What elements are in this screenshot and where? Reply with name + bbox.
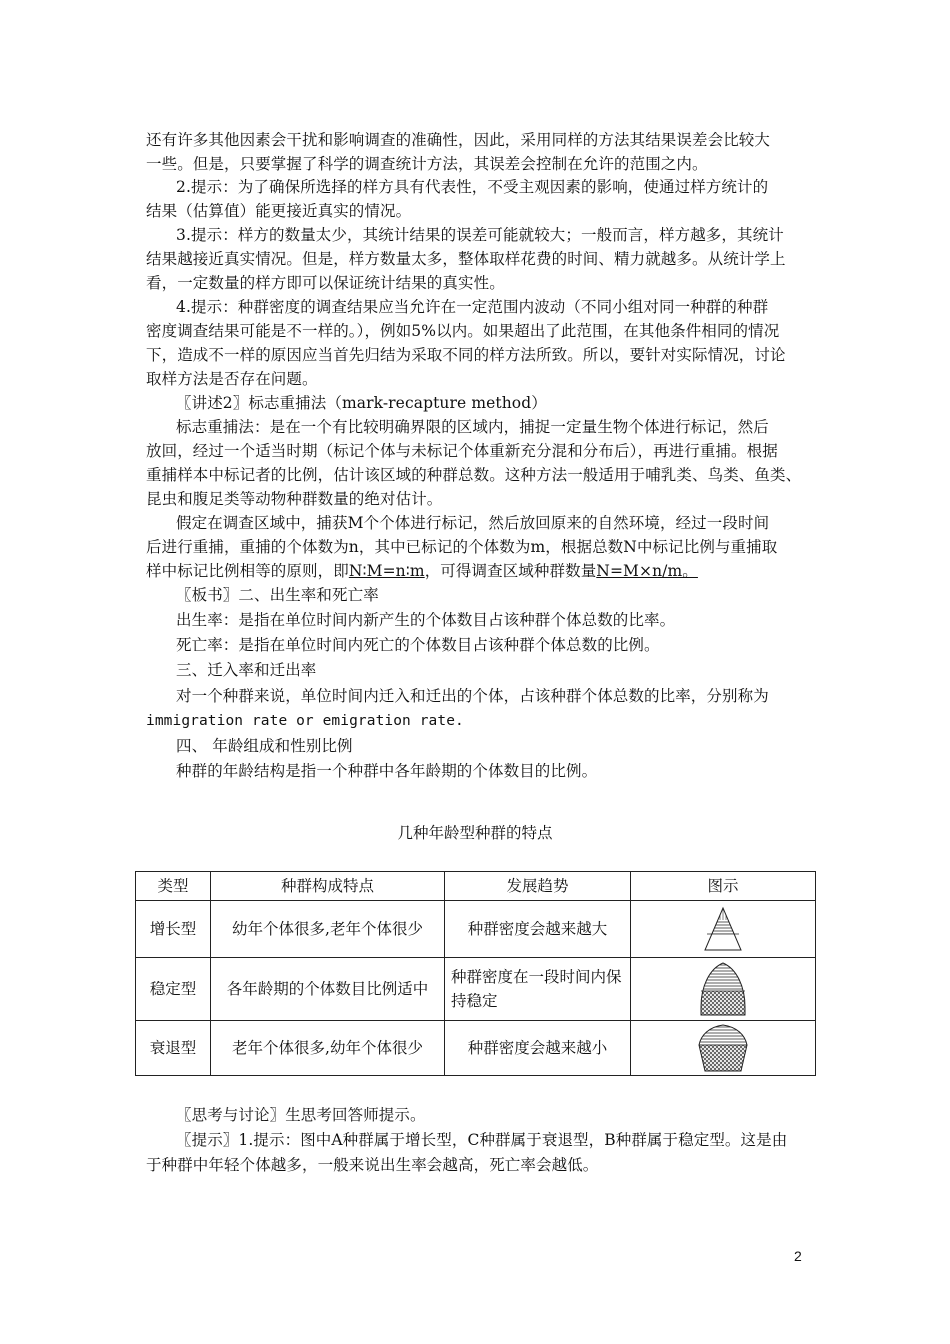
section-heading: 三、迁入率和迁出率 <box>176 661 317 679</box>
paragraph-line: 取样方法是否存在问题。 <box>146 370 318 388</box>
table-header-row <box>136 872 816 901</box>
paragraph-line: 〖提示〗1.提示：图中A种群属于增长型，C种群属于衰退型，B种群属于稳定型。这是由 <box>176 1131 788 1149</box>
paragraph-line: 重捕样本中标记者的比例，估计该区域的种群总数。这种方法一般适用于哺乳类、鸟类、鱼类、 <box>146 466 802 484</box>
table-cell: 幼年个体很多,老年个体很少 <box>211 901 445 958</box>
table-row <box>136 901 816 958</box>
table-cell: 稳定型 <box>136 958 211 1021</box>
paragraph-line: 看，一定数量的样方即可以保证统计结果的真实性。 <box>146 274 505 292</box>
table-header-cell: 发展趋势 <box>445 872 631 901</box>
page-number: 2 <box>794 1248 802 1264</box>
formula-ratio: N∶M=n∶m <box>348 562 425 580</box>
paragraph-line: 密度调查结果可能是不一样的。），例如5%以内。如果超出了此范围，在其他条件相同的情况 <box>146 322 780 340</box>
paragraph-line: 结果越接近真实情况。但是，样方数量太多，整体取样花费的时间、精力就越多。从统计学上 <box>146 250 786 268</box>
stable-pyramid-icon <box>695 961 751 1017</box>
decline-pyramid-icon <box>693 1023 753 1073</box>
table-cell: 各年龄期的个体数目比例适中 <box>211 958 445 1021</box>
paragraph-line: 假定在调查区域中，捕获M个个体进行标记，然后放回原来的自然环境，经过一段时间 <box>176 514 770 532</box>
paragraph-line: 一些。但是，只要掌握了科学的调查统计方法，其误差会控制在允许的范围之内。 <box>146 155 708 173</box>
section-heading: 〖讲述2〗标志重捕法（mark-recapture method） <box>176 394 547 412</box>
paragraph-line: 2.提示：为了确保所选择的样方具有代表性，不受主观因素的影响，使通过样方统计的 <box>176 178 769 196</box>
section-heading: 四、 年龄组成和性别比例 <box>176 737 353 755</box>
paragraph-line: 标志重捕法：是在一个有比较明确界限的区域内，捕捉一定量生物个体进行标记，然后 <box>176 418 769 436</box>
table-cell: 老年个体很多,幼年个体很少 <box>211 1021 445 1076</box>
paragraph-line: 后进行重捕，重捕的个体数为n，其中已标记的个体数为m，根据总数N中标记比例与重捕取 <box>146 538 778 556</box>
paragraph-line: 于种群中年轻个体越多，一般来说出生率会越高，死亡率会越低。 <box>146 1156 599 1174</box>
paragraph-line: 3.提示：样方的数量太少，其统计结果的误差可能就较大；一般而言，样方越多，其统计 <box>176 226 784 244</box>
table-header-cell: 类型 <box>136 872 211 901</box>
paragraph-line: 还有许多其他因素会干扰和影响调查的准确性，因此，采用同样的方法其结果误差会比较大 <box>146 131 771 149</box>
table-header-cell: 图示 <box>631 872 816 901</box>
table-title: 几种年龄型种群的特点 <box>397 824 553 842</box>
paragraph-line: 结果（估算值）能更接近真实的情况。 <box>146 202 412 220</box>
formula-population: N=M×n/m。 <box>596 562 698 580</box>
table-cell: 种群密度会越来越大 <box>445 901 631 958</box>
paragraph-line: 放回，经过一个适当时期（标记个体与未标记个体重新充分混和分布后），再进行重捕。根据 <box>146 442 778 460</box>
formula-prefix: 样中标记比例相等的原则，即 <box>146 562 349 580</box>
paragraph-line: 出生率：是指在单位时间内新产生的个体数目占该种群个体总数的比率。 <box>176 611 676 629</box>
table-row <box>136 1021 816 1076</box>
stable-pyramid-diagram <box>631 958 816 1021</box>
paragraph-line: 对一个种群来说，单位时间内迁入和迁出的个体，占该种群个体总数的比率，分别称为 <box>176 687 769 705</box>
table-cell: 增长型 <box>136 901 211 958</box>
paragraph-line: 下，造成不一样的原因应当首先归结为采取不同的样方法所致。所以，要针对实际情况，讨论 <box>146 346 786 364</box>
formula-middle: ，可得调查区域种群数量 <box>424 562 597 580</box>
growth-pyramid-icon <box>698 906 748 952</box>
paragraph-line: 4.提示：种群密度的调查结果应当允许在一定范围内波动（不同小组对同一种群的种群 <box>176 298 769 316</box>
growth-pyramid-diagram <box>631 901 816 958</box>
formula-line <box>146 558 810 584</box>
age-structure-table <box>135 871 816 1076</box>
section-heading: 〖思考与讨论〗生思考回答师提示。 <box>176 1106 426 1124</box>
decline-pyramid-diagram <box>631 1021 816 1076</box>
table-cell: 种群密度会越来越小 <box>445 1021 631 1076</box>
table-header-cell: 种群构成特点 <box>211 872 445 901</box>
paragraph-line: 死亡率：是指在单位时间内死亡的个体数目占该种群个体总数的比例。 <box>176 636 660 654</box>
paragraph-line: 种群的年龄结构是指一个种群中各年龄期的个体数目的比例。 <box>176 762 598 780</box>
table-cell: 衰退型 <box>136 1021 211 1076</box>
section-heading: 〖板书〗二、出生率和死亡率 <box>176 586 379 604</box>
paragraph-line: 昆虫和腹足类等动物种群数量的绝对估计。 <box>146 490 443 508</box>
paragraph-line: immigration rate or emigration rate. <box>146 713 464 729</box>
table-cell: 种群密度在一段时间内保持稳定 <box>445 958 631 1021</box>
table-row <box>136 958 816 1021</box>
